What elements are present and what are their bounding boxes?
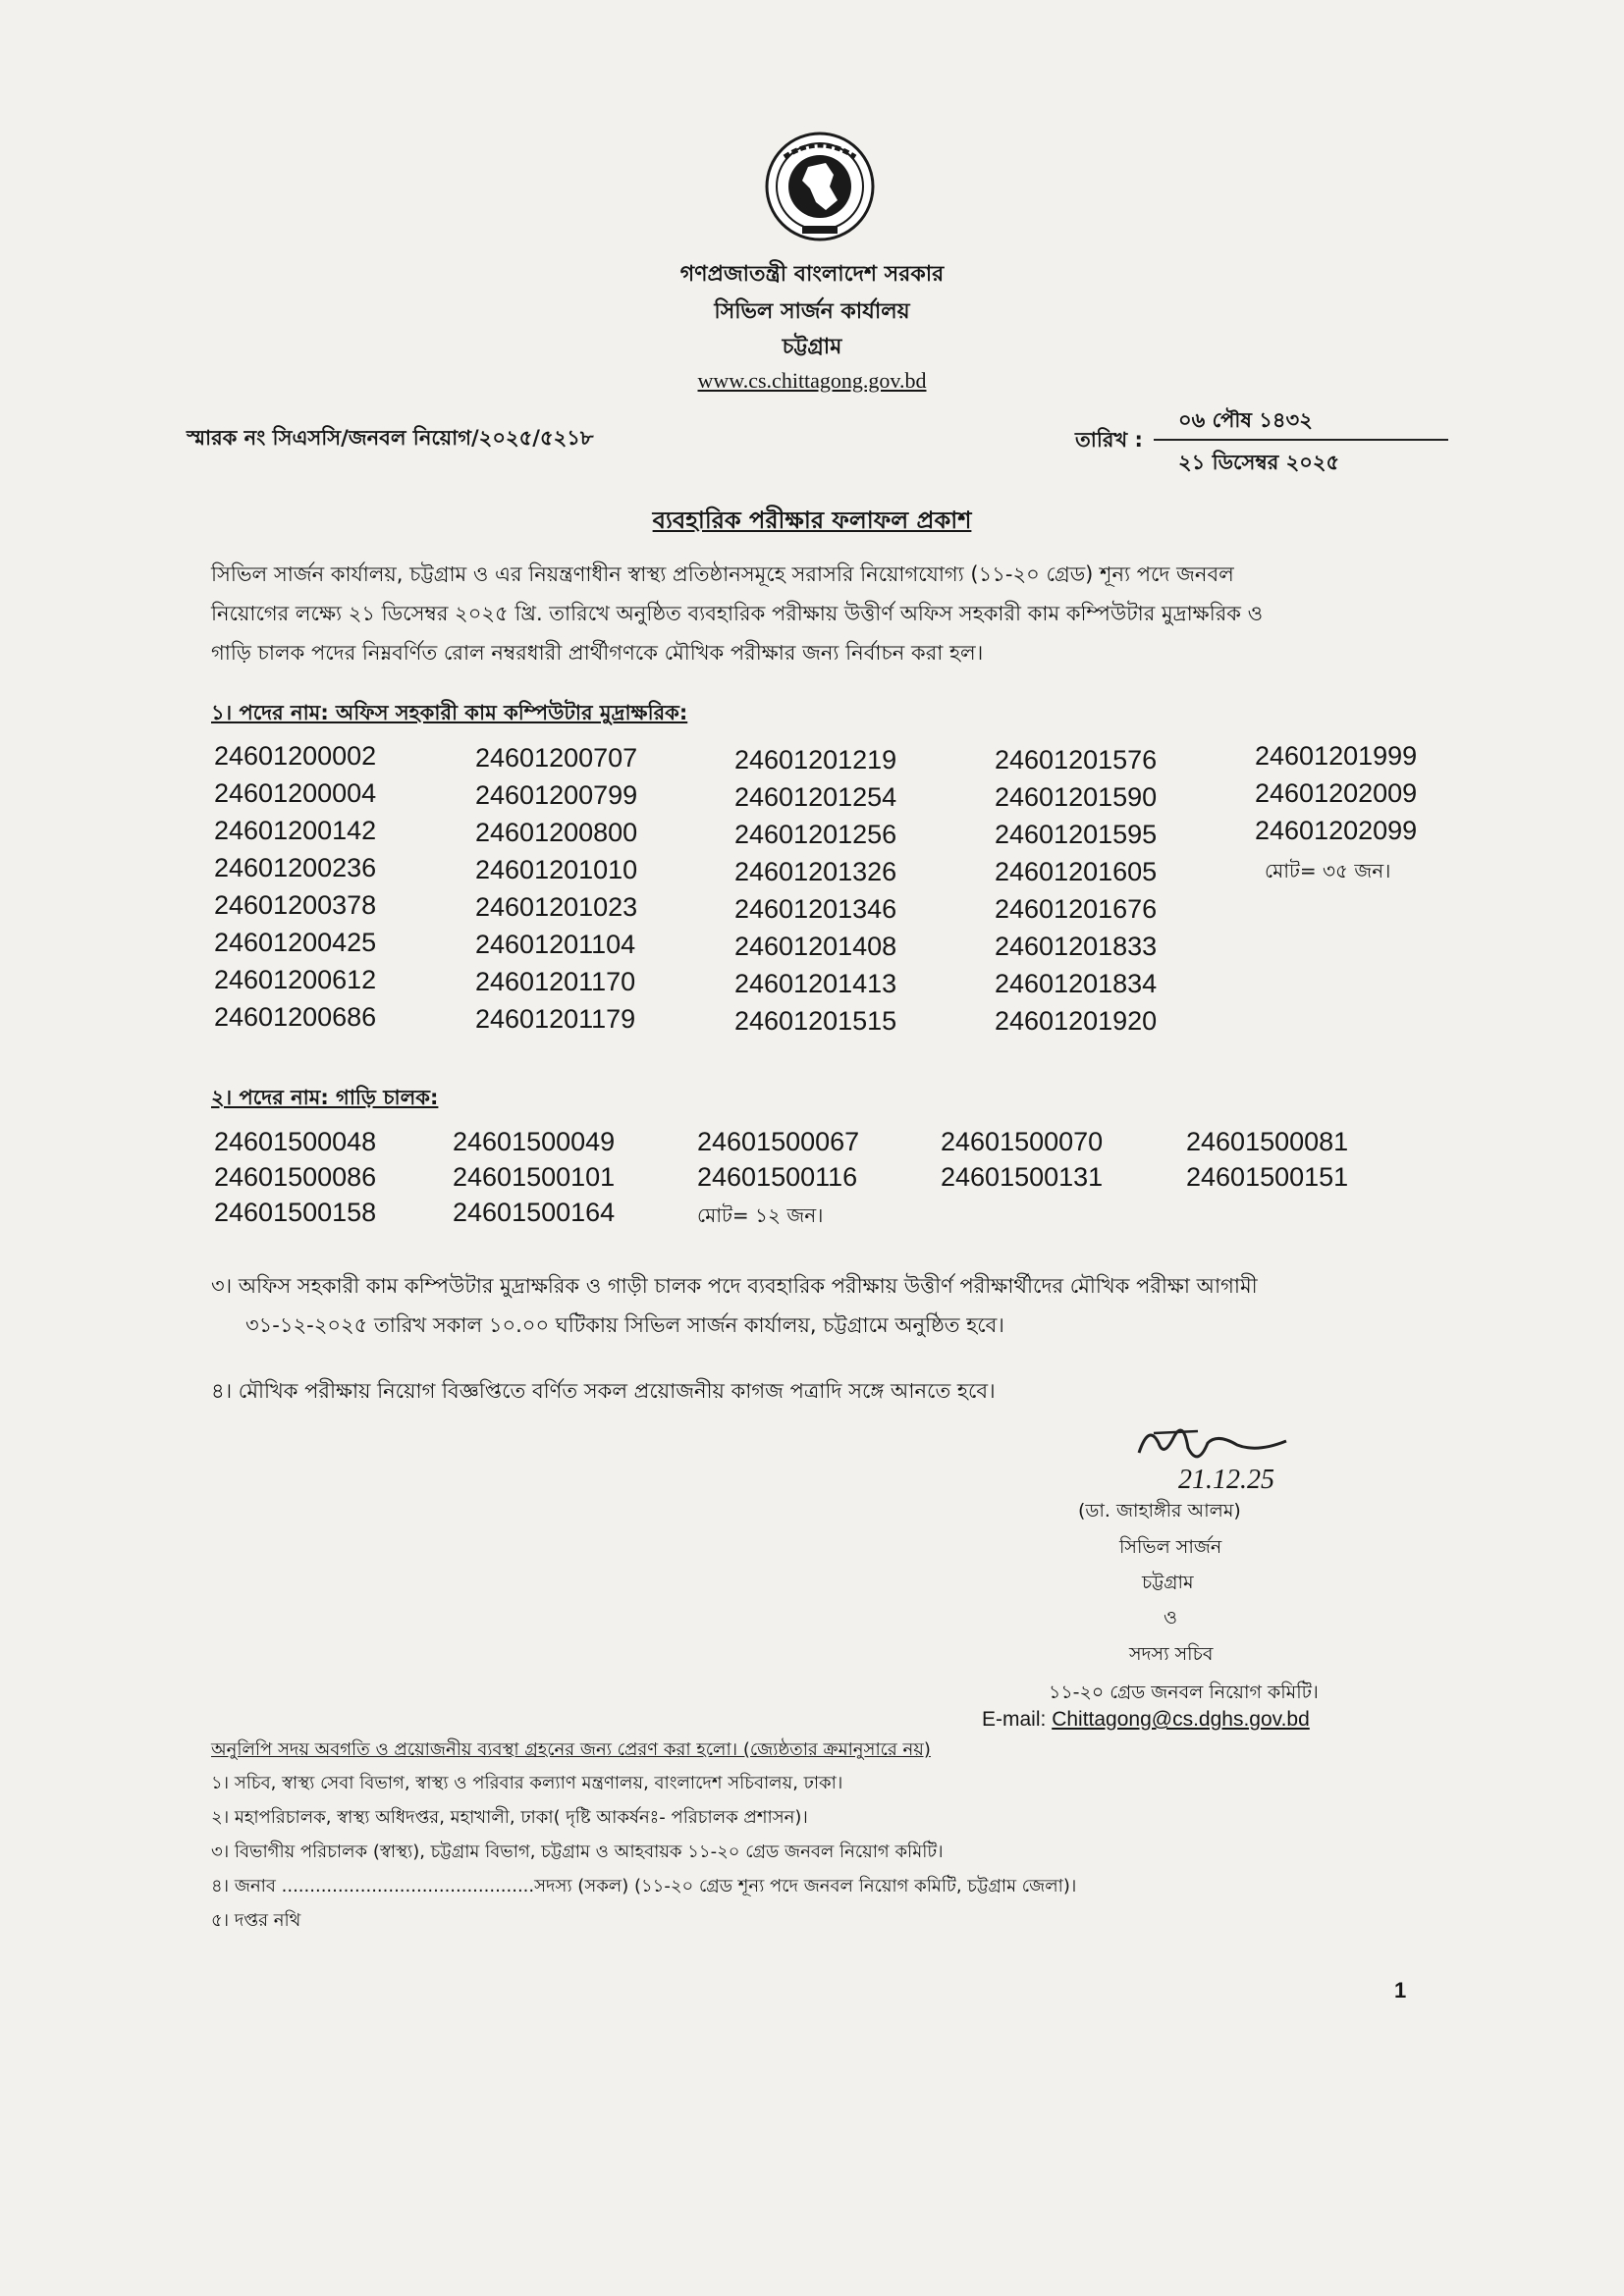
roll-number: 24601500101	[453, 1162, 616, 1192]
signatory-designation: সিভিল সার্জন	[1119, 1536, 1222, 1558]
roll-number: 24601201408	[734, 932, 897, 961]
intro-line-1: সিভিল সার্জন কার্যালয়, চট্টগ্রাম ও এর নিয়ন্ত্রণাধীন স্বাস্থ্য প্রতিষ্ঠানসমূহে সরাসরি নিয়োগযোগ্য (১১-২০ গ্রেড) শূন্য পদে জনবল	[211, 562, 1234, 586]
header-website-link[interactable]: www.cs.chittagong.gov.bd	[697, 368, 927, 393]
signatory-and: ও	[1164, 1607, 1177, 1629]
roll-number: 24601201170	[475, 967, 636, 996]
roll-number: 24601201920	[995, 1006, 1158, 1036]
roll-number: 24601201219	[734, 745, 897, 774]
roll-number: 24601201999	[1255, 741, 1418, 771]
roll-number: 24601500086	[214, 1162, 377, 1192]
roll-number: 24601500151	[1186, 1162, 1349, 1192]
document-title: ব্যবহারিক পরীক্ষার ফলাফল প্রকাশ	[652, 507, 972, 534]
section2-heading: ২। পদের নাম: গাড়ি চালক:	[211, 1086, 439, 1109]
roll-number: 24601500081	[1186, 1127, 1349, 1156]
roll-number: 24601201256	[734, 820, 897, 849]
roll-number: 24601201346	[734, 894, 897, 924]
section1-heading: ১। পদের নাম: অফিস সহকারী কাম কম্পিউটার মুদ্রাক্ষরিক:	[211, 701, 688, 724]
roll-number: 24601200612	[214, 965, 377, 994]
roll-number: 24601500116	[697, 1162, 858, 1192]
copy-item: ৩। বিভাগীয় পরিচালক (স্বাস্থ্য), চট্টগ্রাম বিভাগ, চট্টগ্রাম ও আহবায়ক ১১-২০ গ্রেড জনবল নিয়োগ কমিটি।	[211, 1842, 944, 1862]
roll-number: 24601200236	[214, 853, 377, 882]
roll-number: 24601201576	[995, 745, 1158, 774]
email-link[interactable]: Chittagong@cs.dghs.gov.bd	[1052, 1708, 1310, 1731]
point4: ৪। মৌখিক পরীক্ষায় নিয়োগ বিজ্ঞপ্তিতে বর্ণিত সকল প্রয়োজনীয় কাগজ পত্রাদি সঙ্গে আনতে হবে।	[211, 1379, 996, 1403]
date-english: ২১ ডিসেম্বর ২০২৫	[1178, 451, 1340, 474]
date-label: তারিখ :	[1075, 428, 1143, 452]
roll-number: 24601201023	[475, 892, 638, 922]
roll-number: 24601201413	[734, 969, 897, 998]
roll-number: 24601201010	[475, 855, 638, 884]
roll-number: 24601201326	[734, 857, 897, 886]
signatory-name: (ডা. জাহাঙ্গীর আলম)	[1078, 1500, 1241, 1522]
roll-number: 24601201254	[734, 782, 897, 812]
roll-number: 24601201834	[995, 969, 1158, 998]
copy-item: ২। মহাপরিচালক, স্বাস্থ্য অধিদপ্তর, মহাখালী, ঢাকা( দৃষ্টি আকর্ষনঃ- পরিচালক প্রশাসন)।	[211, 1807, 808, 1828]
roll-number: 24601500048	[214, 1127, 377, 1156]
header-government: গণপ্রজাতন্ত্রী বাংলাদেশ সরকার	[679, 262, 945, 287]
section2-total: মোট= ১২ জন।	[697, 1203, 824, 1227]
roll-number: 24601200004	[214, 778, 377, 808]
roll-number: 24601200378	[214, 890, 377, 920]
roll-number: 24601201676	[995, 894, 1158, 924]
roll-number: 24601201515	[734, 1006, 897, 1036]
roll-number: 24601500070	[941, 1127, 1104, 1156]
roll-number: 24601200799	[475, 780, 638, 810]
roll-number: 24601500049	[453, 1127, 616, 1156]
roll-number: 24601500067	[697, 1127, 860, 1156]
intro-line-2: নিয়োগের লক্ষ্যে ২১ ডিসেম্বর ২০২৫ খ্রি. তারিখে অনুষ্ঠিত ব্যবহারিক পরীক্ষায় উত্তীর্ণ অফিস সহকারী কাম কম্পিউটার মুদ্রাক্ষরিক ও	[211, 602, 1264, 625]
date-divider	[1154, 439, 1448, 441]
intro-line-3: গাড়ি চালক পদের নিম্নবর্ণিত রোল নম্বরধারী প্রার্থীগণকে মৌখিক পরীক্ষার জন্য নির্বাচন করা হল।	[211, 641, 984, 665]
header-city: চট্টগ্রাম	[782, 335, 842, 359]
roll-number: 24601202009	[1255, 778, 1418, 808]
copy-item: ৫। দপ্তর নথি	[211, 1910, 301, 1931]
email-label: E-mail:	[982, 1708, 1053, 1731]
roll-number: 24601200686	[214, 1002, 377, 1032]
copy-item: ৪। জনাব .............................................সদস্য (সকল) (১১-২০ গ্রেড শূন্য পদে জনবল নিয়োগ কমিটি, চট্টগ্রাম জেলা)।	[211, 1876, 1077, 1896]
roll-number: 24601200002	[214, 741, 377, 771]
signatory-role: সদস্য সচিব	[1129, 1643, 1214, 1665]
roll-number: 24601202099	[1255, 816, 1418, 845]
signatory-place: চট্টগ্রাম	[1142, 1572, 1194, 1593]
date-bangla: ০৬ পৌষ ১৪৩২	[1178, 408, 1313, 432]
roll-number: 24601201179	[475, 1004, 636, 1034]
handwritten-date: 21.12.25	[1178, 1465, 1274, 1495]
government-seal-logo	[765, 128, 875, 245]
roll-number: 24601201605	[995, 857, 1158, 886]
memo-number: স্মারক নং সিএসসি/জনবল নিয়োগ/২০২৫/৫২১৮	[187, 426, 594, 450]
roll-number: 24601201595	[995, 820, 1158, 849]
roll-number: 24601200800	[475, 818, 638, 847]
committee-name: ১১-২০ গ্রেড জনবল নিয়োগ কমিটি।	[1049, 1682, 1319, 1703]
page-number: 1	[1394, 1978, 1407, 2002]
roll-number: 24601500158	[214, 1198, 377, 1227]
roll-number: 24601201590	[995, 782, 1158, 812]
roll-number: 24601201104	[475, 930, 636, 959]
roll-number: 24601201833	[995, 932, 1158, 961]
header-office: সিভিল সার্জন কার্যালয়	[714, 299, 910, 324]
point3-line-2: ৩১-১২-২০২৫ তারিখ সকাল ১০.০০ ঘটিকায় সিভিল সার্জন কার্যালয়, চট্টগ্রামে অনুষ্ঠিত হবে।	[245, 1313, 1004, 1337]
roll-number: 24601200142	[214, 816, 377, 845]
roll-number: 24601200425	[214, 928, 377, 957]
email-line	[982, 1708, 1310, 1732]
roll-number: 24601200707	[475, 743, 638, 773]
section1-total: মোট= ৩৫ জন।	[1265, 859, 1391, 882]
roll-number: 24601500164	[453, 1198, 616, 1227]
copy-heading: অনুলিপি সদয় অবগতি ও প্রয়োজনীয় ব্যবস্থা গ্রহনের জন্য প্রেরণ করা হলো। (জ্যেষ্ঠতার ক্রমানুসারে নয়)	[211, 1739, 931, 1760]
roll-number: 24601500131	[941, 1162, 1104, 1192]
point3-line-1: ৩। অফিস সহকারী কাম কম্পিউটার মুদ্রাক্ষরিক ও গাড়ী চালক পদে ব্যবহারিক পরীক্ষায় উত্তীর্ণ পরীক্ষার্থীদের মৌখিক পরীক্ষা আগামী	[211, 1274, 1258, 1298]
copy-item: ১। সচিব, স্বাস্থ্য সেবা বিভাগ, স্বাস্থ্য ও পরিবার কল্যাণ মন্ত্রণালয়, বাংলাদেশ সচিবালয়, ঢাকা।	[211, 1773, 843, 1793]
